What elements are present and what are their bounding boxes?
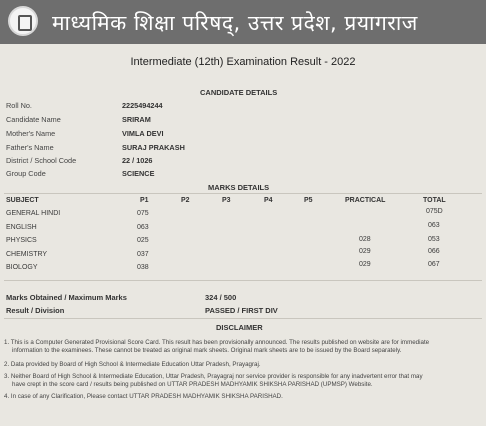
disclaimer-line: information to the examinees. These cannot be treated as original mark sheets. Original mark sheets are to be issued by the Board separately. xyxy=(12,347,402,354)
header-p1: P1 xyxy=(140,197,149,204)
table-row-p1: 038 xyxy=(137,264,149,271)
header-p3: P3 xyxy=(222,197,231,204)
table-row-p1: 075 xyxy=(137,210,149,217)
mother-name-value: VIMLA DEVI xyxy=(122,129,164,138)
candidate-section-title: CANDIDATE DETAILS xyxy=(200,88,278,97)
header-p2: P2 xyxy=(181,197,190,204)
table-row-total: 067 xyxy=(428,261,440,268)
table-row-subject: GENERAL HINDI xyxy=(6,210,61,217)
father-name-label: Father's Name xyxy=(6,143,54,152)
disclaimer-line: 4. In case of any Clarification, Please contact UTTAR PRADESH MADHYAMIK SHIKSHA PARISHAD. xyxy=(4,393,283,400)
result-division-label: Result / Division xyxy=(6,306,65,315)
candidate-name-label: Candidate Name xyxy=(6,115,61,124)
candidate-name-value: SRIRAM xyxy=(122,115,151,124)
table-row-subject: CHEMISTRY xyxy=(6,251,48,258)
table-row-subject: ENGLISH xyxy=(6,224,37,231)
disclaimer-item xyxy=(4,393,283,401)
table-row-practical: 029 xyxy=(359,261,371,268)
header-p5: P5 xyxy=(304,197,313,204)
table-row-subject: PHYSICS xyxy=(6,237,37,244)
table-row-total: 053 xyxy=(428,236,440,243)
disclaimer-line: have crept in the score card / results being published on UTTAR PRADESH MADHYAMIK SHIKSHA PARISHAD (UPMSP) Website. xyxy=(12,381,373,388)
district-school-label: District / School Code xyxy=(6,156,77,165)
mother-name-label: Mother's Name xyxy=(6,129,56,138)
board-emblem-icon xyxy=(8,6,38,36)
marks-top-rule xyxy=(4,193,482,194)
header-subject: SUBJECT xyxy=(6,197,39,204)
roll-no-value: 2225494244 xyxy=(122,101,163,110)
result-title: Intermediate (12th) Examination Result - 2022 xyxy=(130,56,356,68)
table-row-p1: 037 xyxy=(137,251,149,258)
table-row-total: 063 xyxy=(428,222,440,229)
district-school-value: 22 / 1026 xyxy=(122,156,153,165)
result-division-value: PASSED / FIRST DIV xyxy=(205,306,278,315)
disclaimer-title: DISCLAIMER xyxy=(216,323,263,332)
disclaimer-line: 1. This is a Computer Generated Provisional Score Card. This result has been provisionally announced. The results published on website are for immediate xyxy=(4,339,430,346)
group-code-value: SCIENCE xyxy=(122,169,155,178)
disclaimer-line: 3. Neither Board of High School & Intermediate Education, Uttar Pradesh, Prayagraj nor service provider is responsible for any inadvertent error that may xyxy=(4,373,423,380)
father-name-value: SURAJ PRAKASH xyxy=(122,143,185,152)
group-code-label: Group Code xyxy=(6,169,46,178)
header-p4: P4 xyxy=(264,197,273,204)
marks-obtained-label: Marks Obtained / Maximum Marks xyxy=(6,293,127,302)
disclaimer-line: 2. Data provided by Board of High School & Intermediate Education Uttar Pradesh, Prayagraj. xyxy=(4,361,261,368)
disclaimer-item xyxy=(4,361,261,369)
disclaimer-item xyxy=(4,339,429,355)
header-banner xyxy=(0,0,486,44)
board-name: माध्यमिक शिक्षा परिषद्, उत्तर प्रदेश, प्रयागराज xyxy=(52,11,418,35)
marks-bottom-rule xyxy=(4,280,482,281)
marks-section-title: MARKS DETAILS xyxy=(208,183,270,192)
table-row-total: 075D xyxy=(426,208,443,215)
header-practical: PRACTICAL xyxy=(345,197,386,204)
table-row-practical: 029 xyxy=(359,248,371,255)
table-row-total: 066 xyxy=(428,248,440,255)
table-row-subject: BIOLOGY xyxy=(6,264,38,271)
table-row-practical: 028 xyxy=(359,236,371,243)
roll-no-label: Roll No. xyxy=(6,101,32,110)
table-row-p1: 025 xyxy=(137,237,149,244)
summary-rule xyxy=(4,318,482,319)
disclaimer-item xyxy=(4,373,423,389)
table-row-p1: 063 xyxy=(137,224,149,231)
marks-obtained-value: 324 / 500 xyxy=(205,293,237,302)
header-total: TOTAL xyxy=(423,197,446,204)
